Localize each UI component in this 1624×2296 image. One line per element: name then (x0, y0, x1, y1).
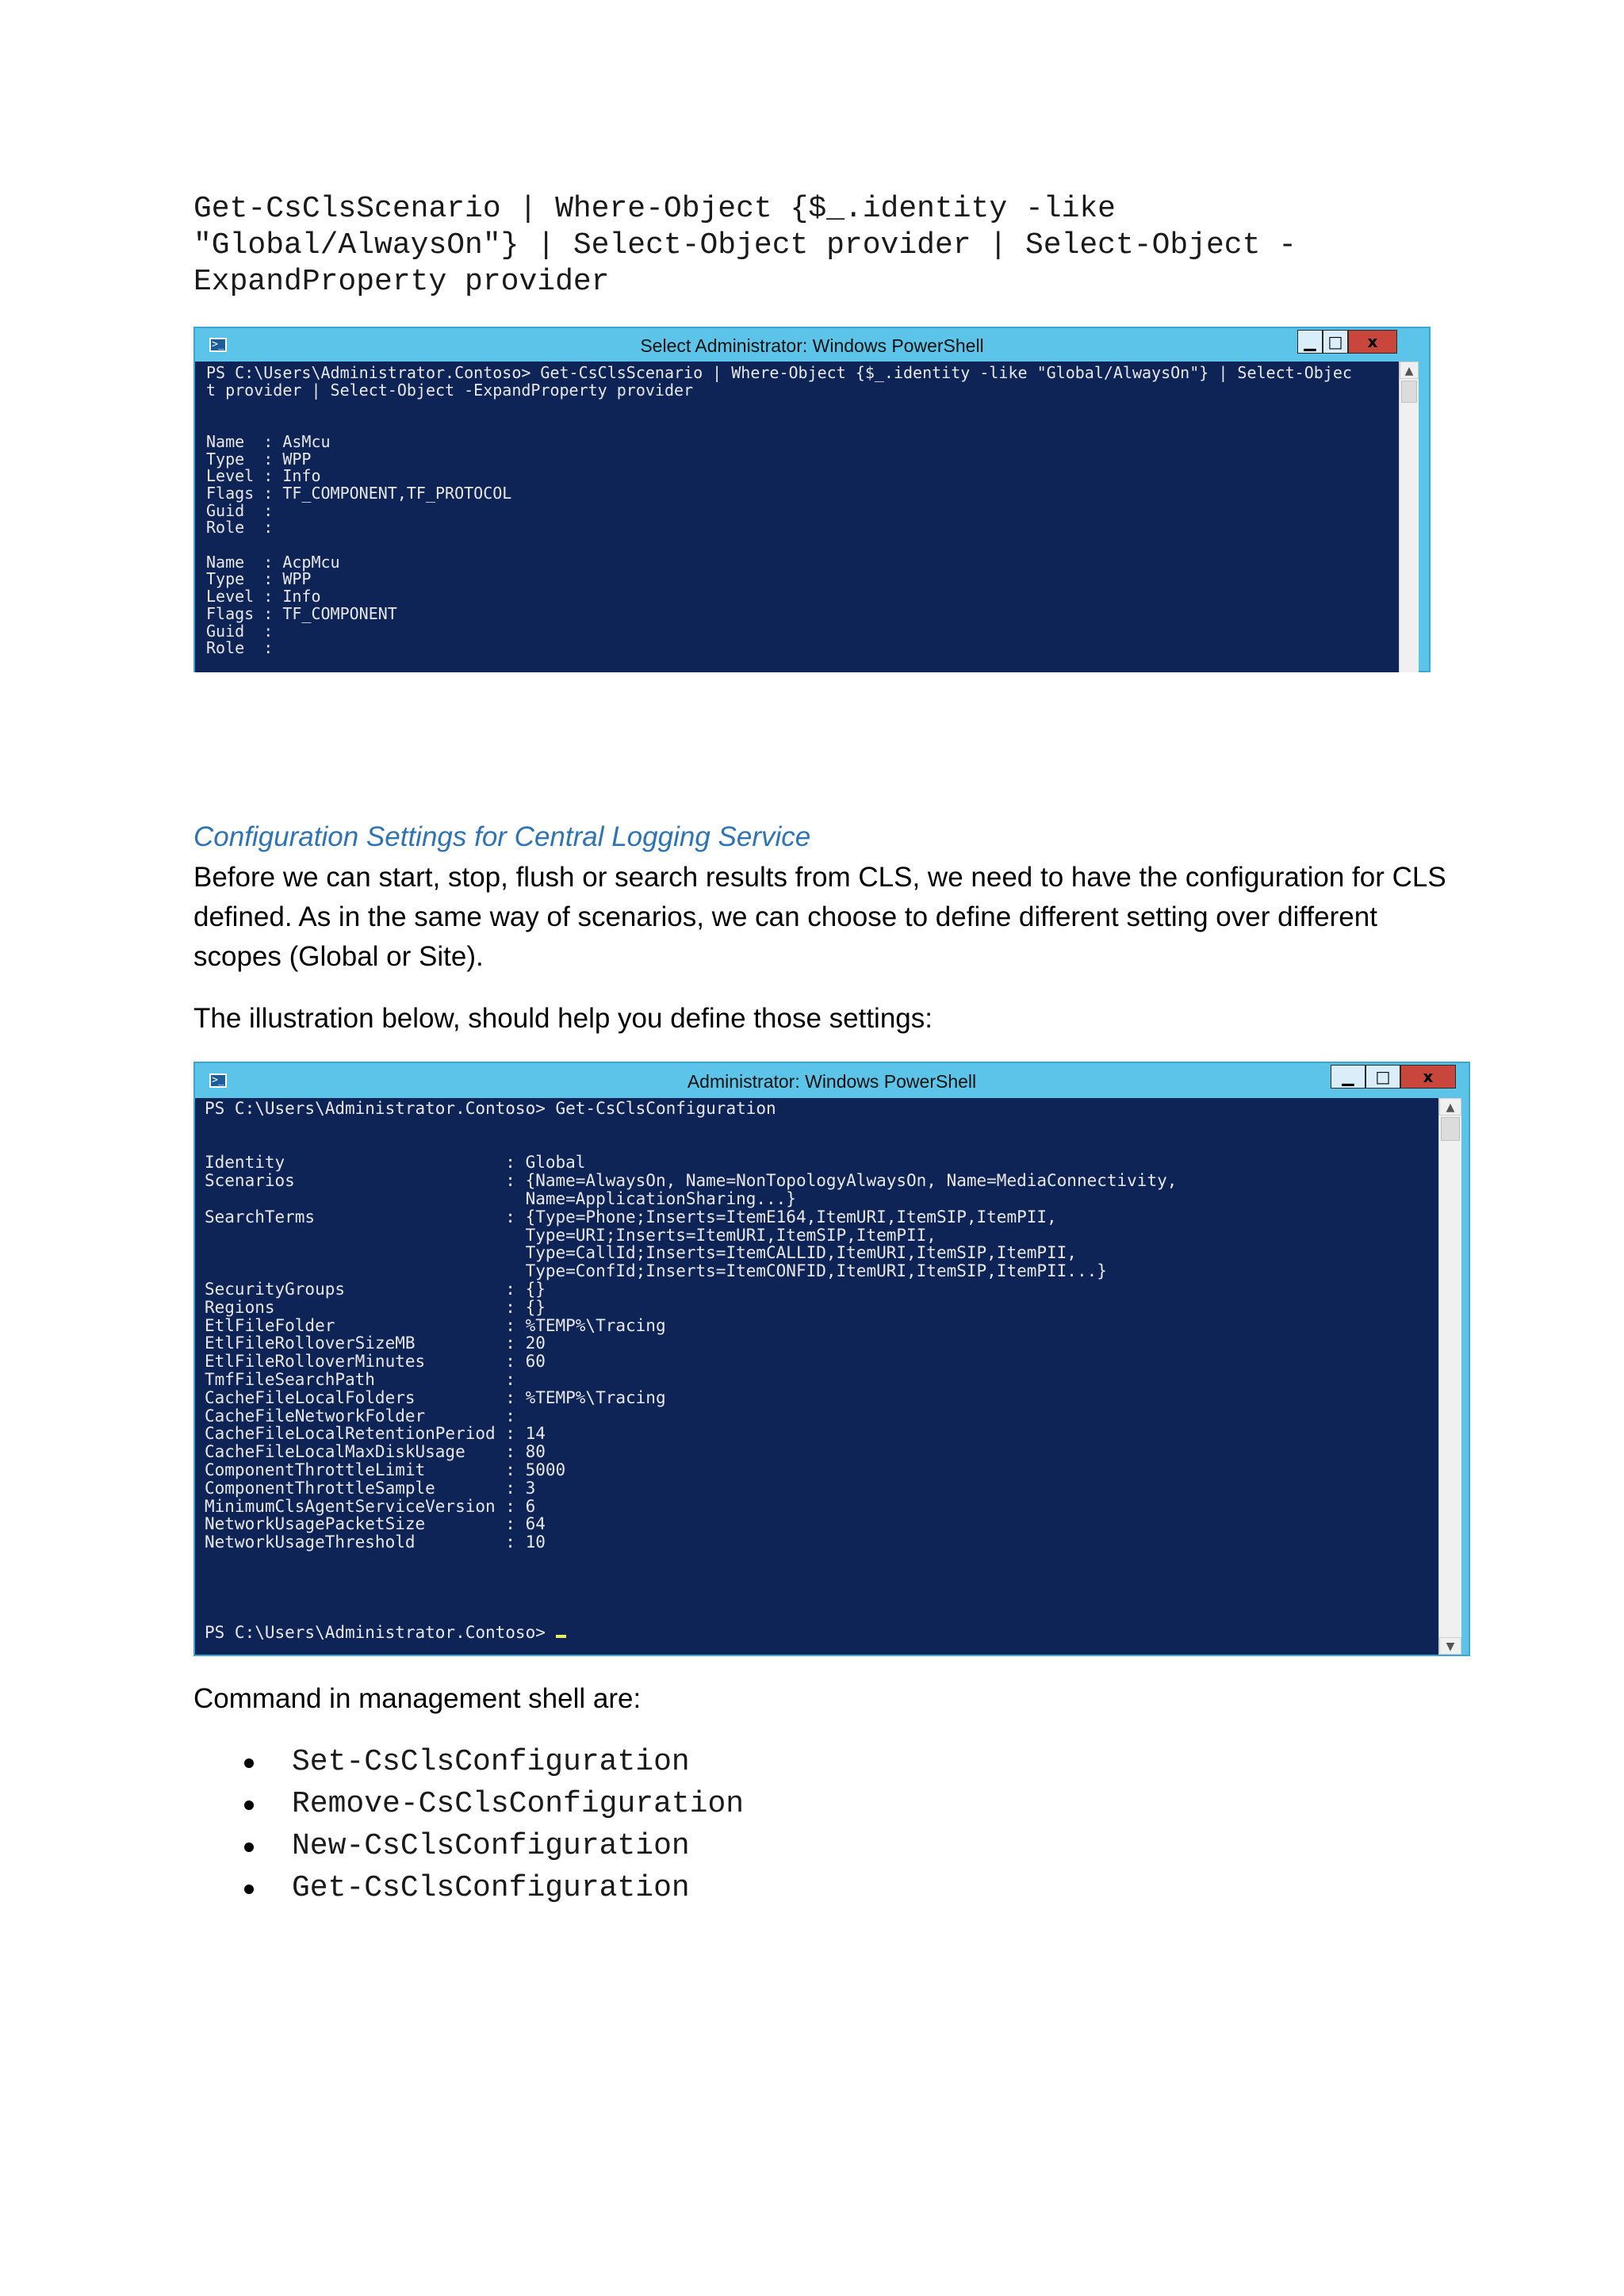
window-2-title: Administrator: Windows PowerShell (687, 1071, 977, 1092)
bullet-icon (244, 1843, 254, 1852)
paragraph-intro: Before we can start, stop, flush or search results from CLS, we need to have the configuration for CLS defined. As in the same way of scenarios, we can choose to define different setting over different scopes (Global or Site). (193, 862, 1446, 972)
console-line: MinimumClsAgentServiceVersion : 6 (205, 1496, 536, 1516)
console-line (205, 1605, 1177, 1624)
console-line (206, 399, 1352, 416)
section-heading: Configuration Settings for Central Logging Service (193, 821, 811, 852)
console-line: NetworkUsagePacketSize : 64 (205, 1514, 546, 1534)
bullet-icon (244, 1800, 254, 1810)
close-button[interactable]: x (1348, 330, 1397, 354)
console-line: CacheFileLocalMaxDiskUsage : 80 (205, 1442, 546, 1462)
console-line: NetworkUsageThreshold : 10 (205, 1533, 546, 1552)
console-line: Guid : (206, 500, 274, 520)
prompt-text: PS C:\Users\Administrator.Contoso> (205, 1623, 556, 1643)
console-line: Type=CallId;Inserts=ItemCALLID,ItemURI,ItemSIP,ItemPII, (205, 1243, 1077, 1263)
command-line-3: ExpandProperty provider (193, 265, 610, 299)
bullet-icon (244, 1885, 254, 1894)
console-text-2 (205, 1100, 1177, 1642)
powershell-window-2 (193, 1062, 1470, 1656)
close-button[interactable]: x (1400, 1065, 1456, 1089)
console-line: TmfFileSearchPath : (205, 1369, 515, 1389)
console-line: Role : (206, 518, 274, 538)
console-text-1 (206, 365, 1352, 657)
console-line: Type : WPP (206, 449, 312, 469)
minimize-button[interactable]: ▁ (1297, 330, 1323, 354)
window-1-title: Select Administrator: Windows PowerShell (640, 335, 984, 356)
console-line: SearchTerms : {Type=Phone;Inserts=ItemE164,ItemURI,ItemSIP,ItemPII, (205, 1207, 1057, 1226)
console-line: CacheFileLocalRetentionPeriod : 14 (205, 1424, 546, 1444)
console-line: Level : Info (206, 466, 321, 486)
console-line: Role : (206, 638, 274, 658)
command-line-1: Get-CsClsScenario | Where-Object {$_.identity -like (193, 192, 1116, 226)
maximize-button[interactable]: □ (1365, 1065, 1400, 1089)
console-line: Flags : TF_COMPONENT (206, 603, 397, 623)
scrollbar-2[interactable] (1438, 1098, 1461, 1655)
console-line (205, 1552, 1177, 1570)
powershell-icon: >_ (209, 338, 227, 352)
console-line (205, 1136, 1177, 1154)
console-line: Flags : TF_COMPONENT,TF_PROTOCOL (206, 483, 512, 503)
console-line: ComponentThrottleSample : 3 (205, 1478, 536, 1498)
console-line: Type : WPP (206, 569, 312, 589)
scroll-thumb[interactable] (1441, 1117, 1460, 1141)
scrollbar-1[interactable] (1399, 362, 1419, 672)
console-prompt[interactable] (205, 1624, 1177, 1642)
console-line: CacheFileNetworkFolder : (205, 1406, 515, 1425)
list-item (238, 1867, 744, 1909)
window-1-titlebar[interactable] (195, 328, 1429, 360)
powershell-window-1 (193, 327, 1431, 672)
console-line: EtlFileRolloverMinutes : 60 (205, 1352, 546, 1372)
maximize-button[interactable]: □ (1323, 330, 1348, 354)
list-item (238, 1825, 744, 1867)
console-line: CacheFileLocalFolders : %TEMP%\Tracing (205, 1387, 666, 1407)
console-line: SecurityGroups : {} (205, 1279, 546, 1299)
command-name: Set-CsClsConfiguration (292, 1745, 690, 1779)
console-line: t provider | Select-Object -ExpandProperty provider (206, 380, 694, 400)
scroll-up-icon[interactable]: ▲ (1400, 362, 1419, 379)
console-line: Type=ConfId;Inserts=ItemCONFID,ItemURI,ItemSIP,ItemPII...} (205, 1261, 1107, 1281)
window-2-titlebar[interactable] (195, 1063, 1469, 1096)
bullet-icon (244, 1758, 254, 1768)
console-line: PS C:\Users\Administrator.Contoso> Get-CsClsScenario | Where-Object {$_.identity -like "Global/AlwaysOn"} | Select-Objec (206, 363, 1352, 382)
list-item (238, 1741, 744, 1783)
console-line: Regions : {} (205, 1297, 546, 1317)
console-line: Scenarios : {Name=AlwaysOn, Name=NonTopologyAlwaysOn, Name=MediaConnectivity, (205, 1171, 1178, 1191)
console-line (205, 1118, 1177, 1136)
console-line (205, 1570, 1177, 1588)
console-line: Guid : (206, 621, 274, 641)
console-line: Type=URI;Inserts=ItemURI,ItemSIP,ItemPII, (205, 1225, 936, 1245)
command-name: Get-CsClsConfiguration (292, 1871, 690, 1905)
cursor-icon (556, 1635, 566, 1638)
console-line: Name : AcpMcu (206, 552, 340, 572)
console-line: Name : AsMcu (206, 431, 331, 451)
list-item (238, 1783, 744, 1825)
command-list (238, 1741, 744, 1909)
powershell-icon: >_ (209, 1073, 227, 1088)
scroll-up-icon[interactable]: ▲ (1439, 1098, 1461, 1115)
console-line (205, 1588, 1177, 1606)
paragraph-illustration: The illustration below, should help you define those settings: (193, 1003, 933, 1034)
console-line (206, 416, 1352, 434)
console-line (206, 537, 1352, 554)
console-line: EtlFileRolloverSizeMB : 20 (205, 1334, 546, 1353)
command-name: Remove-CsClsConfiguration (292, 1787, 745, 1821)
console-line: Level : Info (206, 587, 321, 607)
console-line: EtlFileFolder : %TEMP%\Tracing (205, 1315, 666, 1335)
console-line: Identity : Global (205, 1153, 586, 1173)
scroll-thumb[interactable] (1401, 381, 1417, 403)
command-name: New-CsClsConfiguration (292, 1829, 690, 1863)
console-line: ComponentThrottleLimit : 5000 (205, 1460, 566, 1479)
console-output-2[interactable] (195, 1098, 1438, 1655)
commands-intro: Command in management shell are: (193, 1683, 642, 1714)
scroll-down-icon[interactable]: ▼ (1439, 1637, 1461, 1655)
console-line: PS C:\Users\Administrator.Contoso> Get-CsClsConfiguration (205, 1099, 776, 1118)
minimize-button[interactable]: ▁ (1331, 1065, 1365, 1089)
console-output-1[interactable] (195, 362, 1399, 672)
console-line: Name=ApplicationSharing...} (205, 1188, 796, 1208)
command-line-2: "Global/AlwaysOn"} | Select-Object provider | Select-Object - (193, 228, 1297, 262)
